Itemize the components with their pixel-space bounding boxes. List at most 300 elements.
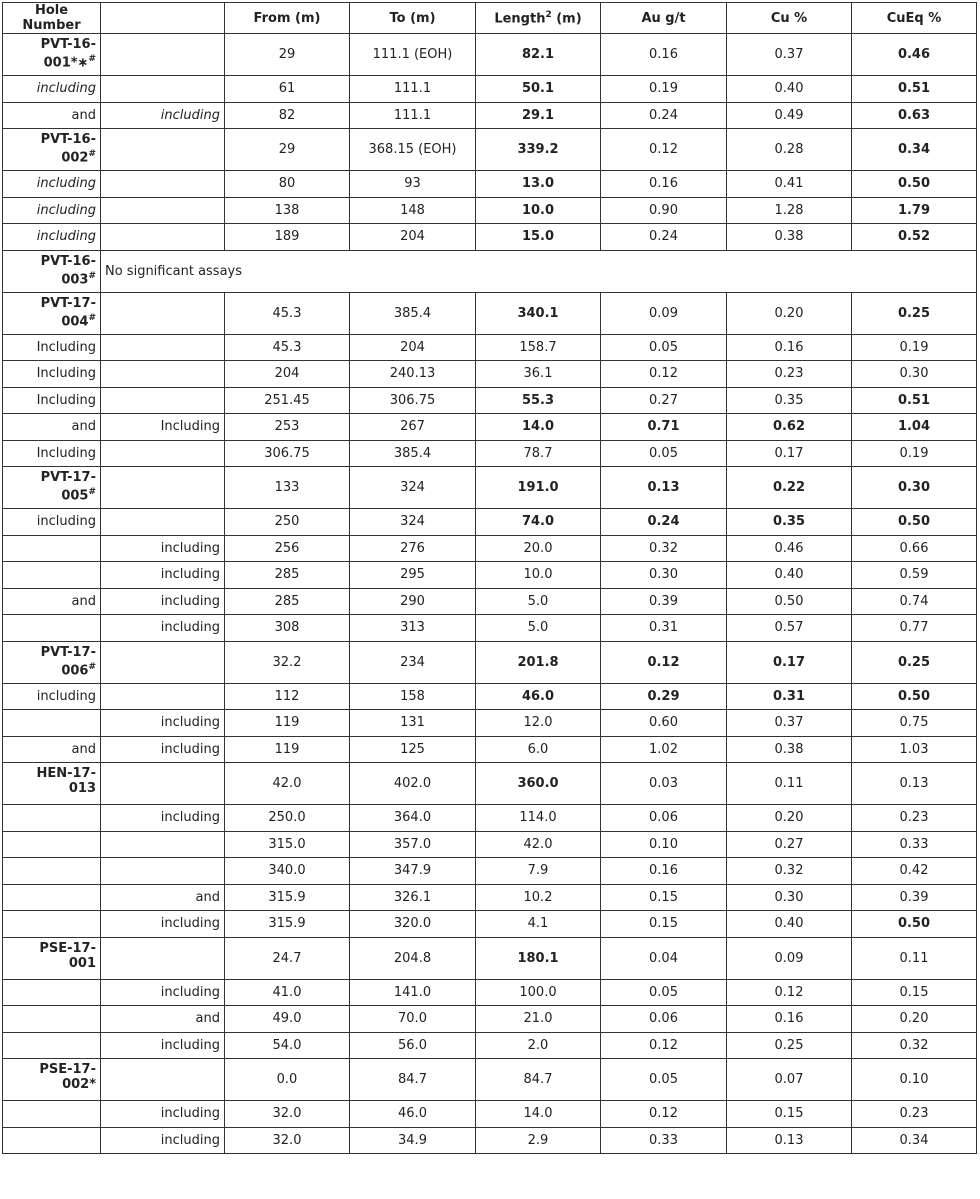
qualifier-cell: [3, 1032, 101, 1059]
qualifier-cell: including: [3, 509, 101, 536]
from-cell: 256: [225, 535, 350, 562]
length-cell: 191.0: [476, 467, 601, 509]
cueq-cell: 0.50: [852, 171, 977, 198]
au-cell: 0.16: [601, 171, 727, 198]
from-cell: 29: [225, 34, 350, 76]
length-cell: 340.1: [476, 292, 601, 334]
cueq-cell: 0.75: [852, 710, 977, 737]
from-cell: 41.0: [225, 979, 350, 1006]
table-row: [3, 197, 977, 224]
qualifier-cell: [3, 831, 101, 858]
to-cell: 111.1: [350, 102, 476, 129]
length-cell: 82.1: [476, 34, 601, 76]
table-row: [3, 292, 977, 334]
hole-number-line2: 002: [61, 150, 89, 166]
au-cell: 0.05: [601, 440, 727, 467]
from-cell: 204: [225, 361, 350, 388]
length-cell: 46.0: [476, 683, 601, 710]
cu-cell: 0.35: [727, 387, 852, 414]
header-hole-number: [3, 3, 101, 34]
hole-number-line2: 001: [68, 955, 96, 971]
qualifier-cell: [3, 535, 101, 562]
cueq-cell: 0.19: [852, 440, 977, 467]
qualifier-cell: [3, 884, 101, 911]
cu-cell: 0.49: [727, 102, 852, 129]
au-cell: 0.39: [601, 588, 727, 615]
to-cell: 56.0: [350, 1032, 476, 1059]
hole-number-line1: PSE-17-: [39, 1062, 96, 1077]
hole-number-note-mark: #: [88, 270, 96, 281]
to-cell: 131: [350, 710, 476, 737]
from-cell: 251.45: [225, 387, 350, 414]
length-cell: 42.0: [476, 831, 601, 858]
au-cell: 0.12: [601, 129, 727, 171]
hole-number-line1: PVT-17-: [40, 644, 96, 660]
cu-cell: 0.46: [727, 535, 852, 562]
table-row: [3, 641, 977, 683]
au-cell: 0.27: [601, 387, 727, 414]
to-cell: 267: [350, 414, 476, 441]
cu-cell: 0.38: [727, 224, 852, 251]
cueq-cell: 0.25: [852, 641, 977, 683]
table-row: [3, 683, 977, 710]
hole-number-line1: PSE-17-: [39, 940, 96, 956]
to-cell: 125: [350, 736, 476, 763]
hole-number-line2: 003: [61, 271, 89, 287]
au-cell: 0.60: [601, 710, 727, 737]
qualifier-cell: Including: [3, 387, 101, 414]
cueq-cell: 0.30: [852, 467, 977, 509]
cueq-cell: 0.50: [852, 911, 977, 938]
sub-qualifier-cell: including: [101, 710, 225, 737]
cu-cell: 0.62: [727, 414, 852, 441]
qualifier-cell: including: [3, 683, 101, 710]
from-cell: 315.9: [225, 911, 350, 938]
cueq-cell: 0.50: [852, 683, 977, 710]
hole-number-line1: PVT-17-: [40, 295, 96, 311]
qualifier-cell: including: [3, 197, 101, 224]
length-cell: 201.8: [476, 641, 601, 683]
cueq-cell: 0.34: [852, 129, 977, 171]
table-row: [3, 102, 977, 129]
hole-number-cell: [3, 937, 101, 979]
to-cell: 158: [350, 683, 476, 710]
table-row: [3, 1006, 977, 1033]
au-cell: 0.15: [601, 911, 727, 938]
cueq-cell: 0.50: [852, 509, 977, 536]
from-cell: 82: [225, 102, 350, 129]
cu-cell: 0.17: [727, 641, 852, 683]
au-cell: 0.06: [601, 1006, 727, 1033]
from-cell: 80: [225, 171, 350, 198]
cueq-cell: 0.11: [852, 937, 977, 979]
sub-qualifier-cell: and: [101, 884, 225, 911]
length-cell: 360.0: [476, 763, 601, 805]
cu-cell: 0.30: [727, 884, 852, 911]
to-cell: 385.4: [350, 292, 476, 334]
sub-qualifier-cell: [101, 467, 225, 509]
sub-qualifier-cell: including: [101, 736, 225, 763]
length-cell: 339.2: [476, 129, 601, 171]
sub-qualifier-cell: [101, 334, 225, 361]
cueq-cell: 0.52: [852, 224, 977, 251]
cu-cell: 0.11: [727, 763, 852, 805]
header-length: [476, 3, 601, 34]
from-cell: 32.0: [225, 1101, 350, 1128]
to-cell: 320.0: [350, 911, 476, 938]
cu-cell: 0.50: [727, 588, 852, 615]
cu-cell: 0.13: [727, 1127, 852, 1154]
assay-results-table: [2, 2, 977, 1154]
header-hole-line1: Hole: [34, 3, 69, 18]
length-cell: 6.0: [476, 736, 601, 763]
cu-cell: 0.27: [727, 831, 852, 858]
cu-cell: 1.28: [727, 197, 852, 224]
au-cell: 0.12: [601, 1101, 727, 1128]
from-cell: 315.9: [225, 884, 350, 911]
header-length-sup: 2: [545, 9, 552, 20]
cu-cell: 0.40: [727, 76, 852, 103]
length-cell: 180.1: [476, 937, 601, 979]
table-row: [3, 884, 977, 911]
au-cell: 0.16: [601, 858, 727, 885]
table-row: [3, 224, 977, 251]
table-row: [3, 387, 977, 414]
hole-number-line1: PVT-16-: [40, 132, 96, 147]
qualifier-cell: including: [3, 224, 101, 251]
table-row: [3, 250, 977, 292]
qualifier-cell: [3, 562, 101, 589]
qualifier-cell: and: [3, 414, 101, 441]
table-row: [3, 937, 977, 979]
hole-number-cell: [3, 129, 101, 171]
sub-qualifier-cell: [101, 858, 225, 885]
table-row: [3, 1032, 977, 1059]
header-length-unit: (m): [551, 11, 582, 27]
cu-cell: 0.16: [727, 1006, 852, 1033]
to-cell: 324: [350, 467, 476, 509]
cu-cell: 0.15: [727, 1101, 852, 1128]
length-cell: 20.0: [476, 535, 601, 562]
cu-cell: 0.40: [727, 911, 852, 938]
hole-number-cell: [3, 1059, 101, 1101]
hole-number-line2: 002*: [62, 1077, 96, 1092]
hole-number-line1: PVT-16-: [40, 37, 96, 52]
to-cell: 111.1: [350, 76, 476, 103]
length-cell: 21.0: [476, 1006, 601, 1033]
to-cell: 364.0: [350, 805, 476, 832]
hole-number-line2: 013: [68, 781, 96, 796]
cu-cell: 0.32: [727, 858, 852, 885]
to-cell: 324: [350, 509, 476, 536]
cueq-cell: 0.63: [852, 102, 977, 129]
table-row: [3, 979, 977, 1006]
qualifier-cell: [3, 979, 101, 1006]
table-row: [3, 535, 977, 562]
length-cell: 5.0: [476, 588, 601, 615]
cueq-cell: 0.59: [852, 562, 977, 589]
hole-number-line2: 006: [61, 662, 89, 678]
sub-qualifier-cell: including: [101, 588, 225, 615]
sub-qualifier-cell: [101, 509, 225, 536]
hole-number-cell: [3, 641, 101, 683]
from-cell: 285: [225, 588, 350, 615]
from-cell: 29: [225, 129, 350, 171]
header-from: From (m): [225, 3, 350, 34]
length-cell: 14.0: [476, 1101, 601, 1128]
to-cell: 368.15 (EOH): [350, 129, 476, 171]
au-cell: 0.06: [601, 805, 727, 832]
table-row: [3, 805, 977, 832]
length-cell: 2.9: [476, 1127, 601, 1154]
from-cell: 138: [225, 197, 350, 224]
sub-qualifier-cell: [101, 440, 225, 467]
cueq-cell: 0.77: [852, 615, 977, 642]
header-qualifier: [101, 3, 225, 34]
length-cell: 14.0: [476, 414, 601, 441]
from-cell: 119: [225, 736, 350, 763]
au-cell: 0.13: [601, 467, 727, 509]
sub-qualifier-cell: [101, 641, 225, 683]
au-cell: 0.24: [601, 224, 727, 251]
to-cell: 93: [350, 171, 476, 198]
cu-cell: 0.09: [727, 937, 852, 979]
hole-number-line2: 005: [61, 488, 89, 504]
sub-qualifier-cell: [101, 387, 225, 414]
from-cell: 119: [225, 710, 350, 737]
cueq-cell: 0.15: [852, 979, 977, 1006]
qualifier-cell: including: [3, 76, 101, 103]
length-cell: 10.0: [476, 197, 601, 224]
sub-qualifier-cell: [101, 763, 225, 805]
hole-number-note-mark: #: [88, 487, 96, 497]
from-cell: 112: [225, 683, 350, 710]
header-to: To (m): [350, 3, 476, 34]
au-cell: 0.04: [601, 937, 727, 979]
au-cell: 0.12: [601, 1032, 727, 1059]
cueq-cell: 0.13: [852, 763, 977, 805]
sub-qualifier-cell: [101, 224, 225, 251]
hole-number-cell: [3, 467, 101, 509]
sub-qualifier-cell: including: [101, 562, 225, 589]
table-row: [3, 911, 977, 938]
from-cell: 133: [225, 467, 350, 509]
to-cell: 148: [350, 197, 476, 224]
length-cell: 5.0: [476, 615, 601, 642]
au-cell: 0.15: [601, 884, 727, 911]
to-cell: 34.9: [350, 1127, 476, 1154]
hole-number-note-mark: #: [88, 312, 96, 323]
au-cell: 0.24: [601, 102, 727, 129]
cu-cell: 0.28: [727, 129, 852, 171]
sub-qualifier-cell: [101, 197, 225, 224]
cueq-cell: 0.32: [852, 1032, 977, 1059]
hole-number-cell: [3, 292, 101, 334]
cueq-cell: 0.20: [852, 1006, 977, 1033]
qualifier-cell: [3, 911, 101, 938]
to-cell: 84.7: [350, 1059, 476, 1101]
from-cell: 45.3: [225, 292, 350, 334]
cueq-cell: 0.25: [852, 292, 977, 334]
from-cell: 250.0: [225, 805, 350, 832]
length-cell: 78.7: [476, 440, 601, 467]
header-au: Au g/t: [601, 3, 727, 34]
sub-qualifier-cell: Including: [101, 414, 225, 441]
length-cell: 7.9: [476, 858, 601, 885]
sub-qualifier-cell: and: [101, 1006, 225, 1033]
sub-qualifier-cell: including: [101, 102, 225, 129]
sub-qualifier-cell: including: [101, 1127, 225, 1154]
from-cell: 24.7: [225, 937, 350, 979]
header-length-label: Length: [494, 11, 546, 27]
length-cell: 10.0: [476, 562, 601, 589]
cueq-cell: 1.03: [852, 736, 977, 763]
au-cell: 0.71: [601, 414, 727, 441]
hole-number-line2: 004: [61, 313, 89, 329]
length-cell: 10.2: [476, 884, 601, 911]
table-row: [3, 831, 977, 858]
table-row: [3, 171, 977, 198]
sub-qualifier-cell: including: [101, 615, 225, 642]
qualifier-cell: [3, 1127, 101, 1154]
cueq-cell: 0.42: [852, 858, 977, 885]
to-cell: 204: [350, 334, 476, 361]
cueq-cell: 0.46: [852, 34, 977, 76]
to-cell: 313: [350, 615, 476, 642]
au-cell: 0.05: [601, 979, 727, 1006]
cueq-cell: 0.19: [852, 334, 977, 361]
qualifier-cell: [3, 858, 101, 885]
table-row: [3, 414, 977, 441]
table-row: [3, 334, 977, 361]
hole-number-note-mark: #: [88, 661, 96, 672]
length-cell: 100.0: [476, 979, 601, 1006]
cu-cell: 0.35: [727, 509, 852, 536]
au-cell: 0.24: [601, 509, 727, 536]
cu-cell: 0.38: [727, 736, 852, 763]
au-cell: 0.05: [601, 1059, 727, 1101]
au-cell: 0.31: [601, 615, 727, 642]
qualifier-cell: [3, 615, 101, 642]
length-cell: 36.1: [476, 361, 601, 388]
table-row: [3, 562, 977, 589]
cu-cell: 0.37: [727, 710, 852, 737]
table-row: [3, 858, 977, 885]
header-cueq: CuEq %: [852, 3, 977, 34]
cu-cell: 0.22: [727, 467, 852, 509]
cueq-cell: 0.23: [852, 805, 977, 832]
hole-number-cell: [3, 250, 101, 292]
au-cell: 1.02: [601, 736, 727, 763]
to-cell: 141.0: [350, 979, 476, 1006]
cueq-cell: 0.39: [852, 884, 977, 911]
table-body: [3, 34, 977, 1154]
au-cell: 0.10: [601, 831, 727, 858]
cu-cell: 0.16: [727, 334, 852, 361]
from-cell: 32.0: [225, 1127, 350, 1154]
cu-cell: 0.41: [727, 171, 852, 198]
to-cell: 204.8: [350, 937, 476, 979]
au-cell: 0.19: [601, 76, 727, 103]
from-cell: 315.0: [225, 831, 350, 858]
qualifier-cell: [3, 710, 101, 737]
to-cell: 402.0: [350, 763, 476, 805]
cueq-cell: 1.04: [852, 414, 977, 441]
length-cell: 2.0: [476, 1032, 601, 1059]
cu-cell: 0.12: [727, 979, 852, 1006]
au-cell: 0.32: [601, 535, 727, 562]
table-row: [3, 1127, 977, 1154]
cueq-cell: 0.34: [852, 1127, 977, 1154]
cueq-cell: 0.23: [852, 1101, 977, 1128]
from-cell: 42.0: [225, 763, 350, 805]
from-cell: 61: [225, 76, 350, 103]
to-cell: 385.4: [350, 440, 476, 467]
to-cell: 290: [350, 588, 476, 615]
hole-number-line1: PVT-17-: [40, 470, 96, 485]
qualifier-cell: Including: [3, 334, 101, 361]
table-row: [3, 361, 977, 388]
table-row: [3, 1059, 977, 1101]
from-cell: 0.0: [225, 1059, 350, 1101]
cu-cell: 0.40: [727, 562, 852, 589]
sub-qualifier-cell: including: [101, 1032, 225, 1059]
to-cell: 326.1: [350, 884, 476, 911]
hole-number-cell: [3, 763, 101, 805]
sub-qualifier-cell: including: [101, 1101, 225, 1128]
au-cell: 0.90: [601, 197, 727, 224]
from-cell: 285: [225, 562, 350, 589]
from-cell: 253: [225, 414, 350, 441]
qualifier-cell: [3, 1006, 101, 1033]
sub-qualifier-cell: including: [101, 805, 225, 832]
header-hole-line2: Number: [22, 18, 81, 33]
table-row: [3, 710, 977, 737]
length-cell: 4.1: [476, 911, 601, 938]
hole-number-cell: [3, 34, 101, 76]
qualifier-cell: and: [3, 736, 101, 763]
cueq-cell: 0.51: [852, 387, 977, 414]
sub-qualifier-cell: including: [101, 911, 225, 938]
table-row: [3, 1101, 977, 1128]
from-cell: 250: [225, 509, 350, 536]
to-cell: 240.13: [350, 361, 476, 388]
cu-cell: 0.20: [727, 292, 852, 334]
hole-number-line2: 001*∗: [43, 55, 89, 71]
au-cell: 0.09: [601, 292, 727, 334]
hole-number-note-mark: #: [88, 149, 96, 159]
to-cell: 204: [350, 224, 476, 251]
qualifier-cell: and: [3, 588, 101, 615]
cu-cell: 0.25: [727, 1032, 852, 1059]
hole-number-note-mark: #: [88, 54, 96, 64]
au-cell: 0.33: [601, 1127, 727, 1154]
cueq-cell: 0.30: [852, 361, 977, 388]
sub-qualifier-cell: [101, 292, 225, 334]
cu-cell: 0.57: [727, 615, 852, 642]
table-row: [3, 76, 977, 103]
to-cell: 306.75: [350, 387, 476, 414]
cueq-cell: 0.74: [852, 588, 977, 615]
length-cell: 29.1: [476, 102, 601, 129]
to-cell: 234: [350, 641, 476, 683]
table-row: [3, 763, 977, 805]
sub-qualifier-cell: [101, 361, 225, 388]
qualifier-cell: Including: [3, 440, 101, 467]
to-cell: 347.9: [350, 858, 476, 885]
au-cell: 0.12: [601, 361, 727, 388]
sub-qualifier-cell: [101, 34, 225, 76]
